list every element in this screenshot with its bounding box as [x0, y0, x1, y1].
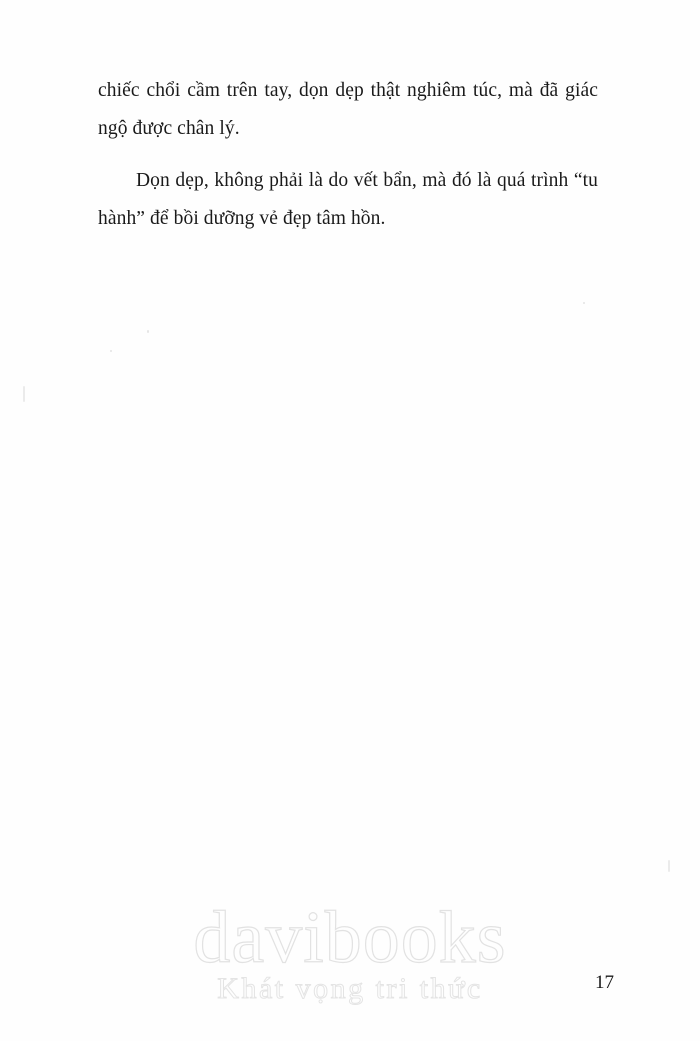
- scan-speck: [668, 860, 670, 872]
- paragraph-continuation: chiếc chổi cầm trên tay, dọn dẹp thật nghiêm túc, mà đã giác ngộ được chân lý.: [98, 80, 598, 139]
- watermark-tagline: Khát vọng tri thức: [217, 972, 483, 1005]
- scan-speck: [583, 302, 585, 304]
- page-text-block: [98, 72, 598, 238]
- page-number: 17: [595, 972, 614, 993]
- watermark-brand: davibooks: [193, 897, 507, 979]
- paragraph-body: Dọn dẹp, không phải là do vết bẩn, mà đó là quá trình “tu hành” để bồi dưỡng vẻ đẹp tâm hồn.: [98, 170, 598, 229]
- scan-speck: [110, 350, 112, 352]
- scan-speck: [147, 330, 149, 333]
- scan-speck: [23, 386, 25, 402]
